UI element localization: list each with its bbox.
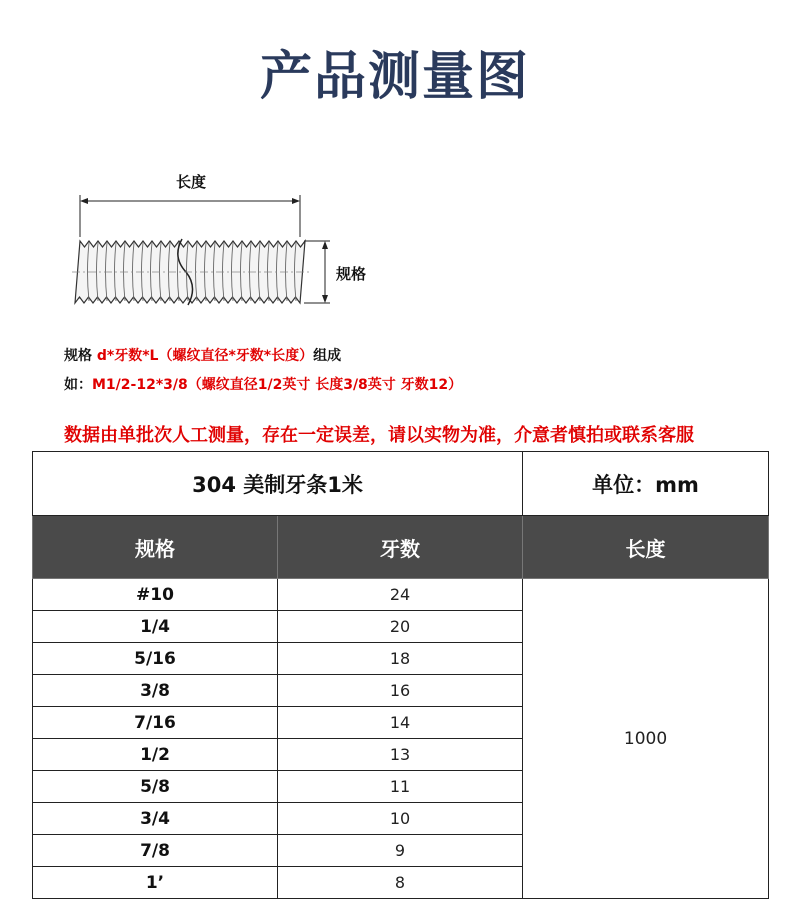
header-pitch: 牙数: [278, 516, 523, 579]
threaded-rod-drawing: [60, 165, 390, 315]
length-cell: 1000: [523, 579, 769, 899]
pitch-cell: 18: [278, 643, 523, 675]
pitch-cell: 9: [278, 835, 523, 867]
pitch-cell: 14: [278, 707, 523, 739]
threaded-rod-diagram: [60, 165, 390, 315]
pitch-cell: 11: [278, 771, 523, 803]
header-length: 长度: [523, 516, 769, 579]
pitch-cell: 20: [278, 611, 523, 643]
table-row: [33, 579, 769, 611]
unit-label: 单位：mm: [523, 452, 769, 516]
table-header-row: [33, 516, 769, 579]
spec-cell: 1’: [33, 867, 278, 899]
spec-cell: 7/8: [33, 835, 278, 867]
pitch-cell: 24: [278, 579, 523, 611]
spec-cell: 5/16: [33, 643, 278, 675]
pitch-cell: 16: [278, 675, 523, 707]
pitch-cell: 13: [278, 739, 523, 771]
table-title-row: [33, 452, 769, 516]
page-title: 产品测量图: [259, 47, 530, 107]
spec-cell: 1/4: [33, 611, 278, 643]
spec-cell: 5/8: [33, 771, 278, 803]
product-name: 304 美制牙条1米: [33, 452, 523, 516]
header-spec: 规格: [33, 516, 278, 579]
spec-table: [32, 451, 769, 899]
length-label: 长度: [176, 173, 207, 191]
spec-cell: #10: [33, 579, 278, 611]
spec-cell: 1/2: [33, 739, 278, 771]
spec-description: 规格 d*牙数*L（螺纹直径*牙数*长度）组成: [64, 348, 342, 364]
pitch-cell: 10: [278, 803, 523, 835]
measurement-notice: 数据由单批次人工测量，存在一定误差，请以实物为准，介意者慎拍或联系客服: [64, 425, 694, 446]
spec-cell: 3/8: [33, 675, 278, 707]
pitch-cell: 8: [278, 867, 523, 899]
spec-cell: 3/4: [33, 803, 278, 835]
spec-example: 如：M1/2-12*3/8（螺纹直径1/2英寸 长度3/8英寸 牙数12）: [64, 377, 463, 393]
spec-cell: 7/16: [33, 707, 278, 739]
spec-label: 规格: [336, 265, 367, 283]
